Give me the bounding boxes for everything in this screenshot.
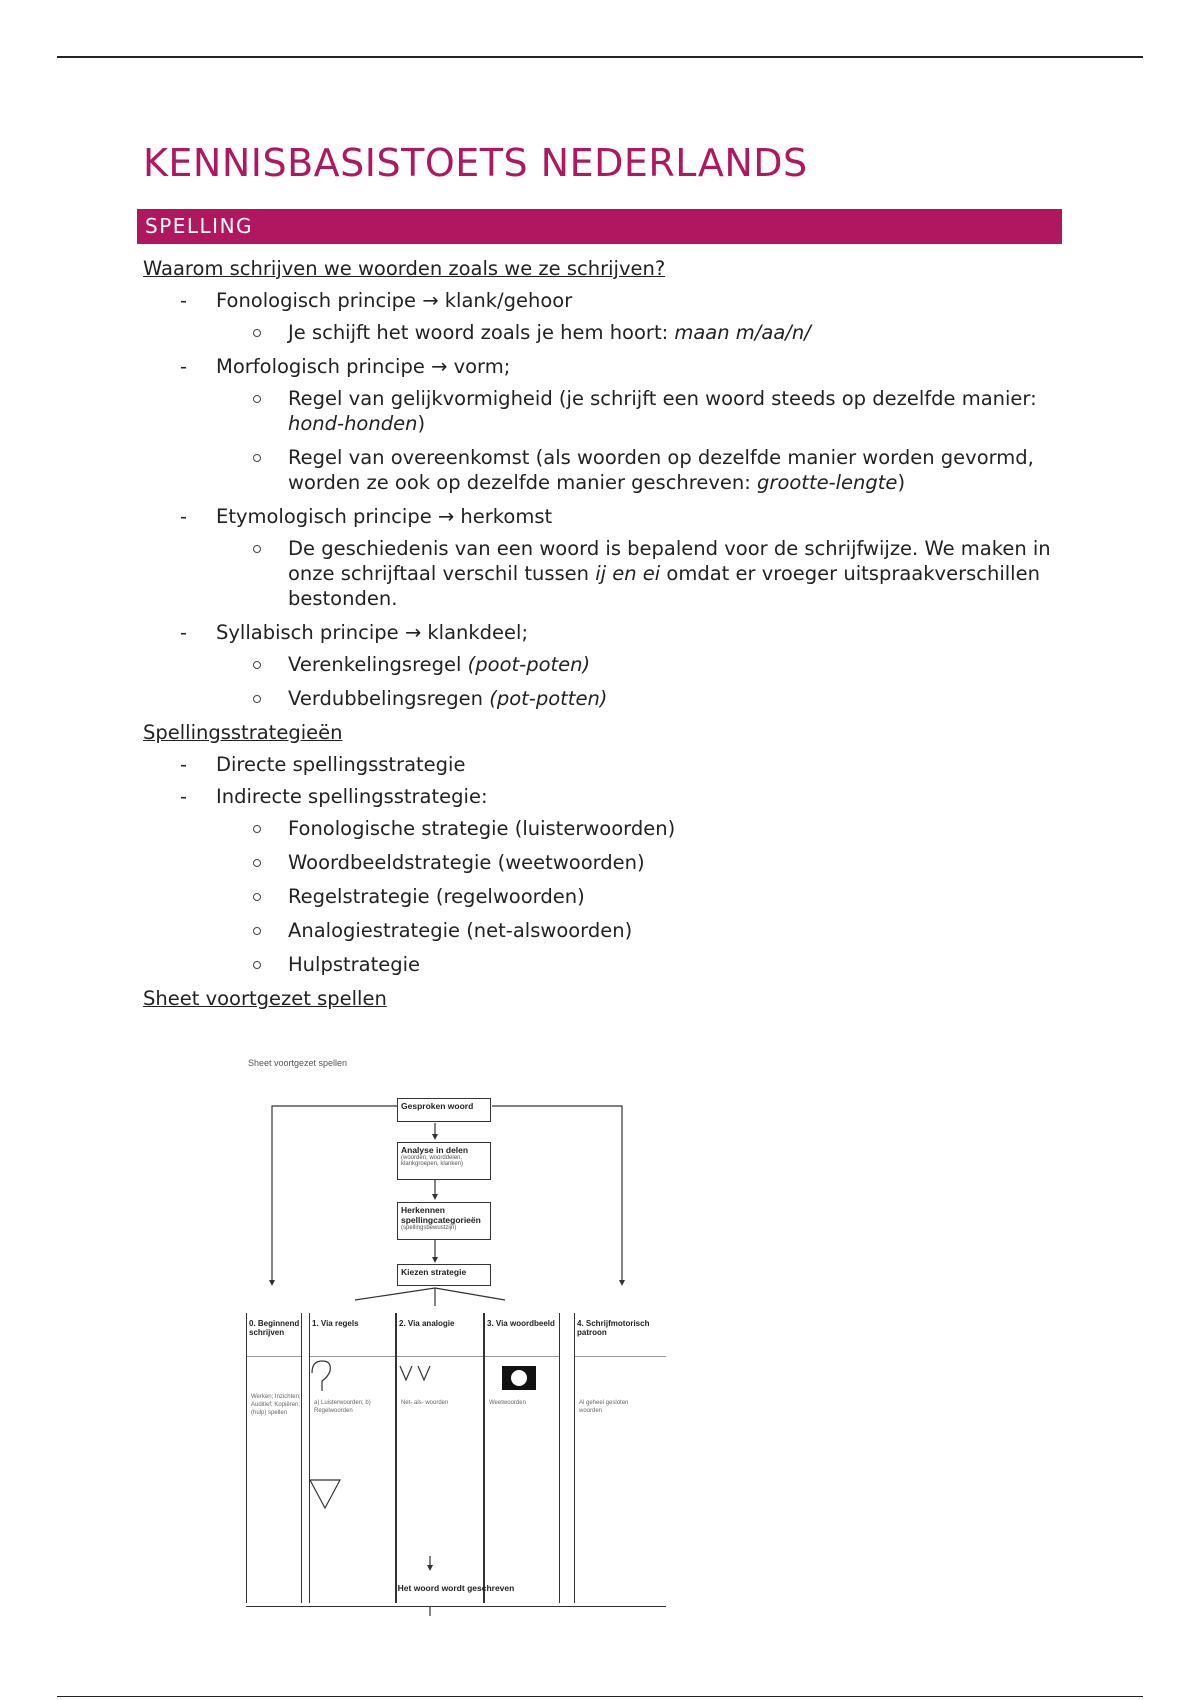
principle-item: - Etymologisch principe → herkomst De geschiedenis van een woord is bepalend voor de schrijfwijze. We maken in onze schrijftaal verschil tussen ij en ei omdat er vroeger uitspraakverschillen bestonden.	[143, 504, 1063, 611]
spelling-flowchart	[240, 1048, 666, 1618]
principle-subitem: Verdubbelingsregen (pot-potten)	[143, 686, 1063, 711]
strategy-column: 3. Via woordbeeld Weetwoorden	[484, 1313, 560, 1603]
strategy-subitem: Hulpstrategie	[143, 952, 1063, 977]
document-title: KENNISBASISTOETS NEDERLANDS	[143, 141, 808, 185]
strategy-column: 2. Via analogie Net- als- woorden	[396, 1313, 484, 1603]
principle-subitem: Regel van gelijkvormigheid (je schrijft een woord steeds op dezelfde manier: hond-honden)	[143, 386, 1063, 436]
principle-label: Fonologisch principe → klank/gehoor	[216, 289, 573, 312]
principle-item: - Morfologisch principe → vorm; Regel van gelijkvormigheid (je schrijft een woord steeds op dezelfde manier: hond-honden) Regel van overeenkomst (als woorden op dezelfde manier worden gevormd, worden ze ook op dezelfde manier geschreven: grootte-lengte)	[143, 354, 1063, 495]
principle-item: - Syllabisch principe → klankdeel; Verenkelingsregel (poot-poten) Verdubbelingsregen (pot-potten)	[143, 620, 1063, 711]
strategy-subitem: Fonologische strategie (luisterwoorden)	[143, 816, 1063, 841]
bullet-circle-icon	[253, 329, 261, 337]
bullet-circle-icon	[253, 395, 261, 403]
section-title: SPELLING	[145, 214, 254, 238]
sheet-heading: Sheet voortgezet spellen	[143, 987, 387, 1010]
principle-subitem: De geschiedenis van een woord is bepalend voor de schrijfwijze. We maken in onze schrijftaal verschil tussen ij en ei omdat er vroeger uitspraakverschillen bestonden.	[143, 536, 1063, 611]
principle-subitem: Je schijft het woord zoals je hem hoort: maan m/aa/n/	[143, 320, 1063, 345]
principles-list	[143, 288, 1063, 711]
strategies-list	[143, 752, 1063, 977]
bullet-circle-icon	[253, 695, 261, 703]
diagram-title: Sheet voortgezet spellen	[248, 1058, 348, 1068]
strategy-item: - Directe spellingsstrategie	[180, 753, 466, 776]
bullet-circle-icon	[253, 927, 261, 935]
principle-subitem: Regel van overeenkomst (als woorden op dezelfde manier worden gevormd, worden ze ook op dezelfde manier geschreven: grootte-lengte)	[143, 445, 1063, 495]
strategy-subitem: Regelstrategie (regelwoorden)	[143, 884, 1063, 909]
strategy-column: 0. Beginnend schrijven Werken; Inzichten; Auditief; Kopiëren; (hulp) spellen	[246, 1313, 302, 1603]
principle-item: - Fonologisch principe → klank/gehoor Je schijft het woord zoals je hem hoort: maan m/aa/n/	[143, 288, 1063, 345]
strategy-column: 1. Via regels a) Luisterwoorden; b) Regelwoorden	[309, 1313, 396, 1603]
bullet-circle-icon	[253, 454, 261, 462]
bullet-circle-icon	[253, 859, 261, 867]
strategy-item: - Indirecte spellingsstrategie: Fonologische strategie (luisterwoorden) Woordbeeldstrategie (weetwoorden) Regelstrategie (regelwoorden) Analogiestrategie (net-alswoorden) Hulpstrategie	[143, 784, 1063, 977]
section-banner	[137, 209, 1062, 244]
step-box: Herkennen spellingcategorieën (spellingsbewustzijn)	[397, 1202, 491, 1240]
principle-label: Etymologisch principe → herkomst	[216, 505, 553, 528]
bullet-circle-icon	[253, 961, 261, 969]
step-box: Gesproken woord	[397, 1098, 491, 1122]
strategy-subitem: Analogiestrategie (net-alswoorden)	[143, 918, 1063, 943]
step-box: Kiezen strategie	[397, 1264, 491, 1286]
strategy-subitem: Woordbeeldstrategie (weetwoorden)	[143, 850, 1063, 875]
top-rule	[57, 56, 1143, 58]
bullet-circle-icon	[253, 661, 261, 669]
step-box: Analyse in delen (woorden, woorddelen, klankgroepen, klanken)	[397, 1142, 491, 1180]
principles-heading: Waarom schrijven we woorden zoals we ze schrijven?	[143, 257, 666, 280]
principle-label: Syllabisch principe → klankdeel;	[216, 621, 529, 644]
principle-label: Morfologisch principe → vorm;	[216, 355, 511, 378]
bullet-circle-icon	[253, 893, 261, 901]
bullet-circle-icon	[253, 825, 261, 833]
bullet-circle-icon	[253, 545, 261, 553]
document-body	[143, 256, 1063, 1018]
bottom-rule	[57, 1696, 1143, 1697]
strategy-column: 4. Schrijfmotorisch patroon Al geheel gesloten woorden	[574, 1313, 666, 1603]
result-box: Het woord wordt geschreven	[246, 1570, 666, 1607]
strategies-heading: Spellingsstrategieën	[143, 721, 343, 744]
principle-subitem: Verenkelingsregel (poot-poten)	[143, 652, 1063, 677]
